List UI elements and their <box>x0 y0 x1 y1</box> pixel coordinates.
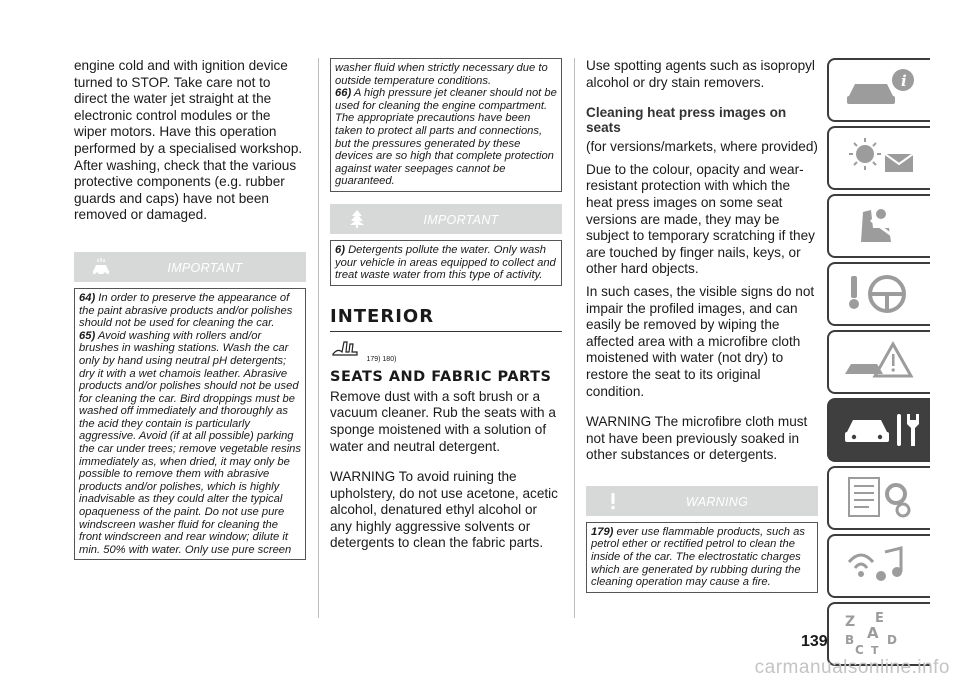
subsection-heading: Cleaning heat press images on seats <box>586 105 787 136</box>
column-middle <box>330 58 562 558</box>
note-number: 65) <box>79 329 96 342</box>
important-banner <box>74 252 306 282</box>
svg-text:D: D <box>887 633 897 647</box>
section-title: INTERIOR <box>330 306 562 332</box>
banner-label: IMPORTANT <box>167 260 243 275</box>
body-paragraph: Remove dust with a soft brush or a vacuum cleaner. Rub the seats with a sponge moistened with a solution of water and neutral detergent. <box>330 388 556 454</box>
notes-box <box>586 522 818 593</box>
subsection-title: SEATS AND FABRIC PARTS <box>330 368 552 385</box>
svg-text:i: i <box>901 72 907 90</box>
svg-text:A: A <box>867 624 879 642</box>
note-text: Avoid washing with rollers and/or brushes in washing stations. Wash the car only by hand using neutral pH detergents; dry it with a wet chamois leather. Abrasive products and/or polishes should not be used for cleaning the car. Bird droppings must be washed off immediately and thoroughly as the acid they contain is particularly aggressive. Avoid (if at all possible) parking the car under trees; remove vegetable resins immediately as, when dried, it may only be possible to remove them with abrasive products and/or polishes, which is highly inadvisable as they could alter the typical opaqueness of the paint. Do not use pure windscreen washer fluid for cleaning the front windscreen and rear window; dilute it min. 50% with water. Only use pure screen <box>79 329 302 556</box>
technical-data-icon <box>841 474 921 520</box>
notes-box <box>330 240 562 286</box>
note-text: washer fluid when strictly necessary due to outside temperature conditions. <box>335 62 548 87</box>
banner-label: WARNING <box>685 494 749 509</box>
body-paragraph: In such cases, the visible signs do not impair the profiled images, and can easily be removed by wiping the affected area with a microfibre cloth moistened with water (not dry) to restore the seat to its original condition. <box>586 283 815 399</box>
banner-label: IMPORTANT <box>423 212 499 227</box>
car-maintenance-icon <box>841 406 921 452</box>
note-number: 179) <box>591 525 614 538</box>
tab-multimedia[interactable] <box>827 534 930 598</box>
svg-text:B: B <box>845 633 855 647</box>
tab-maintenance[interactable] <box>827 398 930 462</box>
svg-text:T: T <box>871 644 879 656</box>
svg-text:C: C <box>855 643 864 656</box>
important-banner <box>330 204 562 234</box>
body-paragraph: Due to the colour, opacity and wear-resistant protection with which the heat press images on some seat versions are made, they may be subject to temporary scratching if they are touched by finger nails, keys, or other hard objects. <box>586 161 815 277</box>
note-number: 66) <box>335 87 352 100</box>
note-number: 6) <box>335 243 345 256</box>
steering-wheel-icon <box>841 270 921 316</box>
watermark: carmanualsonline.info <box>754 657 950 678</box>
body-paragraph: WARNING To avoid ruining the upholstery, do not use acetone, acetic alcohol, denatured ethyl alcohol or any highly aggressive solvents or detergents to clean the fabric parts. <box>330 469 558 551</box>
note-text: ever use flammable products, such as petrol ether or rectified petrol to clean the inside of the car. The electrostatic charges which are generated by rubbing during the cleaning operation may cause a fire. <box>591 525 805 589</box>
refs-row <box>330 338 562 362</box>
tab-technical-data[interactable] <box>827 466 930 530</box>
note-number: 64) <box>79 291 96 304</box>
body-paragraph: Use spotting agents such as isopropyl alcohol or dry stain removers. <box>586 58 815 90</box>
column-left <box>74 58 306 560</box>
column-divider <box>318 58 319 618</box>
tab-car-info[interactable] <box>827 58 930 122</box>
chapter-tabs <box>827 58 930 670</box>
warning-lights-icon <box>841 134 921 180</box>
car-info-icon <box>841 66 921 112</box>
emergency-triangle-icon <box>841 338 921 384</box>
body-paragraph: (for versions/markets, where provided) <box>586 139 818 155</box>
multimedia-icon <box>841 542 921 588</box>
tab-safety[interactable] <box>827 194 930 258</box>
body-paragraph: engine cold and with ignition device turned to STOP. Take care not to direct the water jet straight at the electronic control modules or the wiper motors. Have this operation performed by a specialised workshop. After washing, check that the various protective components (e.g. rubber guards and caps) have not been removed or damaged. <box>74 58 303 223</box>
tab-warning-lights[interactable] <box>827 126 930 190</box>
seat-cleaning-icon <box>330 338 360 358</box>
column-right <box>586 58 818 593</box>
note-text: A high pressure jet cleaner should not be used for cleaning the engine compartment. The appropriate precautions have been taken to protect all parts and connections, but the pressures generated by these devices are so high that complete protection against water seepages cannot be guaranteed. <box>335 87 557 188</box>
page-number: 139 <box>801 633 828 650</box>
column-divider <box>574 58 575 618</box>
notes-box <box>74 288 306 560</box>
warning-banner <box>586 486 818 516</box>
note-text: In order to preserve the appearance of the paint abrasive products and/or polishes should not be used for cleaning the car. <box>79 291 293 330</box>
note-text: Detergents pollute the water. Only wash your vehicle in areas equipped to collect and treat waste water from this type of activity. <box>335 243 556 282</box>
reference-numbers: 179) 180) <box>366 355 397 363</box>
airbag-seat-icon <box>841 202 921 248</box>
tab-driving[interactable] <box>827 262 930 326</box>
tab-emergency[interactable] <box>827 330 930 394</box>
svg-text:Z: Z <box>845 614 856 630</box>
body-paragraph: WARNING The microfibre cloth must not have been previously soaked in other substances or detergents. <box>586 414 808 463</box>
notes-box <box>330 58 562 192</box>
svg-text:E: E <box>875 611 884 626</box>
alphabetical-index-icon <box>841 610 921 656</box>
